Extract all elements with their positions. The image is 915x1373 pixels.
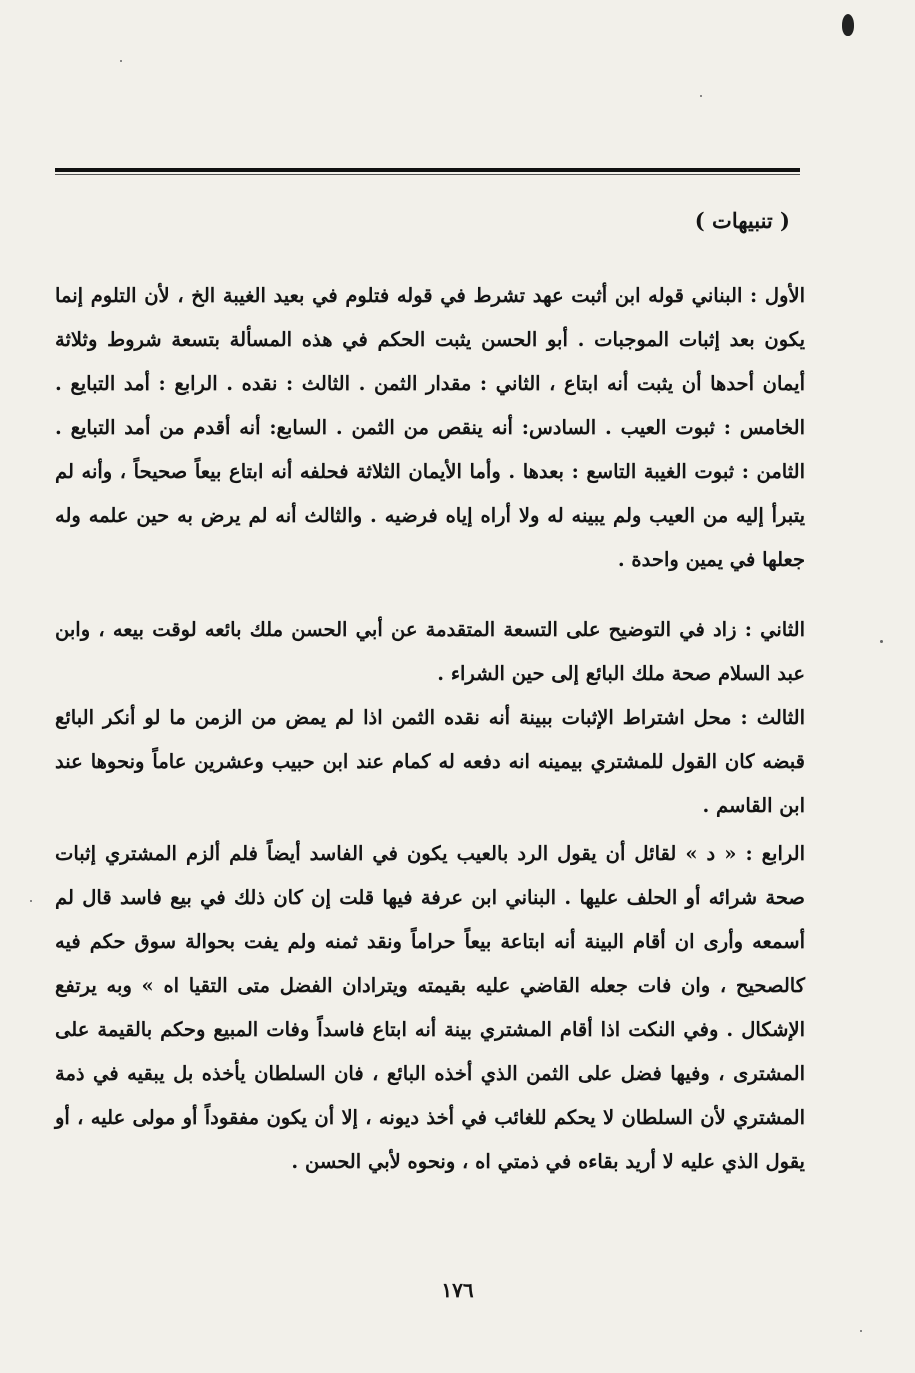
paragraph-third: الثالث : محل اشتراط الإثبات ببينة أنه نقده الثمن اذا لم يمض من الزمن ما لو أنكر البائع قبضه كان القول للمشتري بيمينه انه دفعه له كمام عند ابن حبيب وعشرين عاماً ونحوها عند ابن القاسم .: [55, 705, 805, 817]
scan-speck: [700, 95, 702, 97]
paragraph-fourth: الرابع : « د » لقائل أن يقول الرد بالعيب يكون في الفاسد أيضاً فلم ألزم المشتري إثبات صحة شرائه أو الحلف عليها . البناني ابن عرفة فيها قلت إن كان ذلك في بيع فاسد قال لم أسمعه وأرى ان أقام البينة أنه ابتاعة بيعاً حراماً ونقد ثمنه ولم يفت بحوالة سوق حكم فيه كالصحيح ، وان فات جعله القاضي عليه بقيمته ويترادان الفضل متى التقيا اه » وبه يرتفع الإشكال . وفي النكت اذا أقام المشتري بينة أنه ابتاع فاسداً وفات المبيع وحكم بالقيمة على المشترى ، وفيها فضل على الثمن الذي أخذه البائع ، فان السلطان يأخذه بل يبقيه في ذمة المشتري لأن السلطان لا يحكم للغائب في أخذ ديونه ، إلا أن يكون مفقوداً أو مولى عليه ، أو يقول الذي عليه لا أريد بقاءه في ذمتي اه ، ونحوه لأبي الحسن .: [55, 841, 805, 1173]
paragraph-first: الأول : البناني قوله ابن أثبت عهد تشرط في قوله فتلوم في بعيد الغيبة الخ ، لأن التلوم إنما يكون بعد إثبات الموجبات . أبو الحسن يثبت الحكم في هذه المسألة بتسعة شروط وثلاثة أيمان أحدها أن يثبت أنه ابتاع ، الثاني : مقدار الثمن . الثالث : نقده . الرابع : أمد التبايع . الخامس : ثبوت العيب . السادس: أنه ينقص من الثمن . السابع: أنه أقدم من أمد التبايع . الثامن : ثبوت الغيبة التاسع : بعدها . وأما الأيمان الثلاثة فحلفه أنه ابتاع بيعاً صحيحاً ، وأنه لم يتبرأ إليه من العيب ولم يبينه له ولا أراه إياه فرضيه . والثالث أنه لم يرض به حين علمه وله جعلها في يمين واحدة .: [55, 283, 805, 571]
section-heading: ( تنبيهات ): [694, 208, 790, 233]
header-rule-thin: [55, 174, 800, 175]
paragraph-second: الثاني : زاد في التوضيح على التسعة المتقدمة عن أبي الحسن ملك بائعه لوقت بيعه ، وابن عبد السلام صحة ملك البائع إلى حين الشراء .: [55, 617, 805, 685]
scan-speck: [120, 60, 122, 62]
scan-speck: [880, 640, 883, 643]
scan-speck: [860, 1330, 862, 1332]
scan-speck: [30, 900, 32, 902]
header-rule: [55, 168, 800, 172]
ink-mark-icon: [842, 14, 854, 36]
page-number: ١٧٦: [441, 1278, 474, 1302]
